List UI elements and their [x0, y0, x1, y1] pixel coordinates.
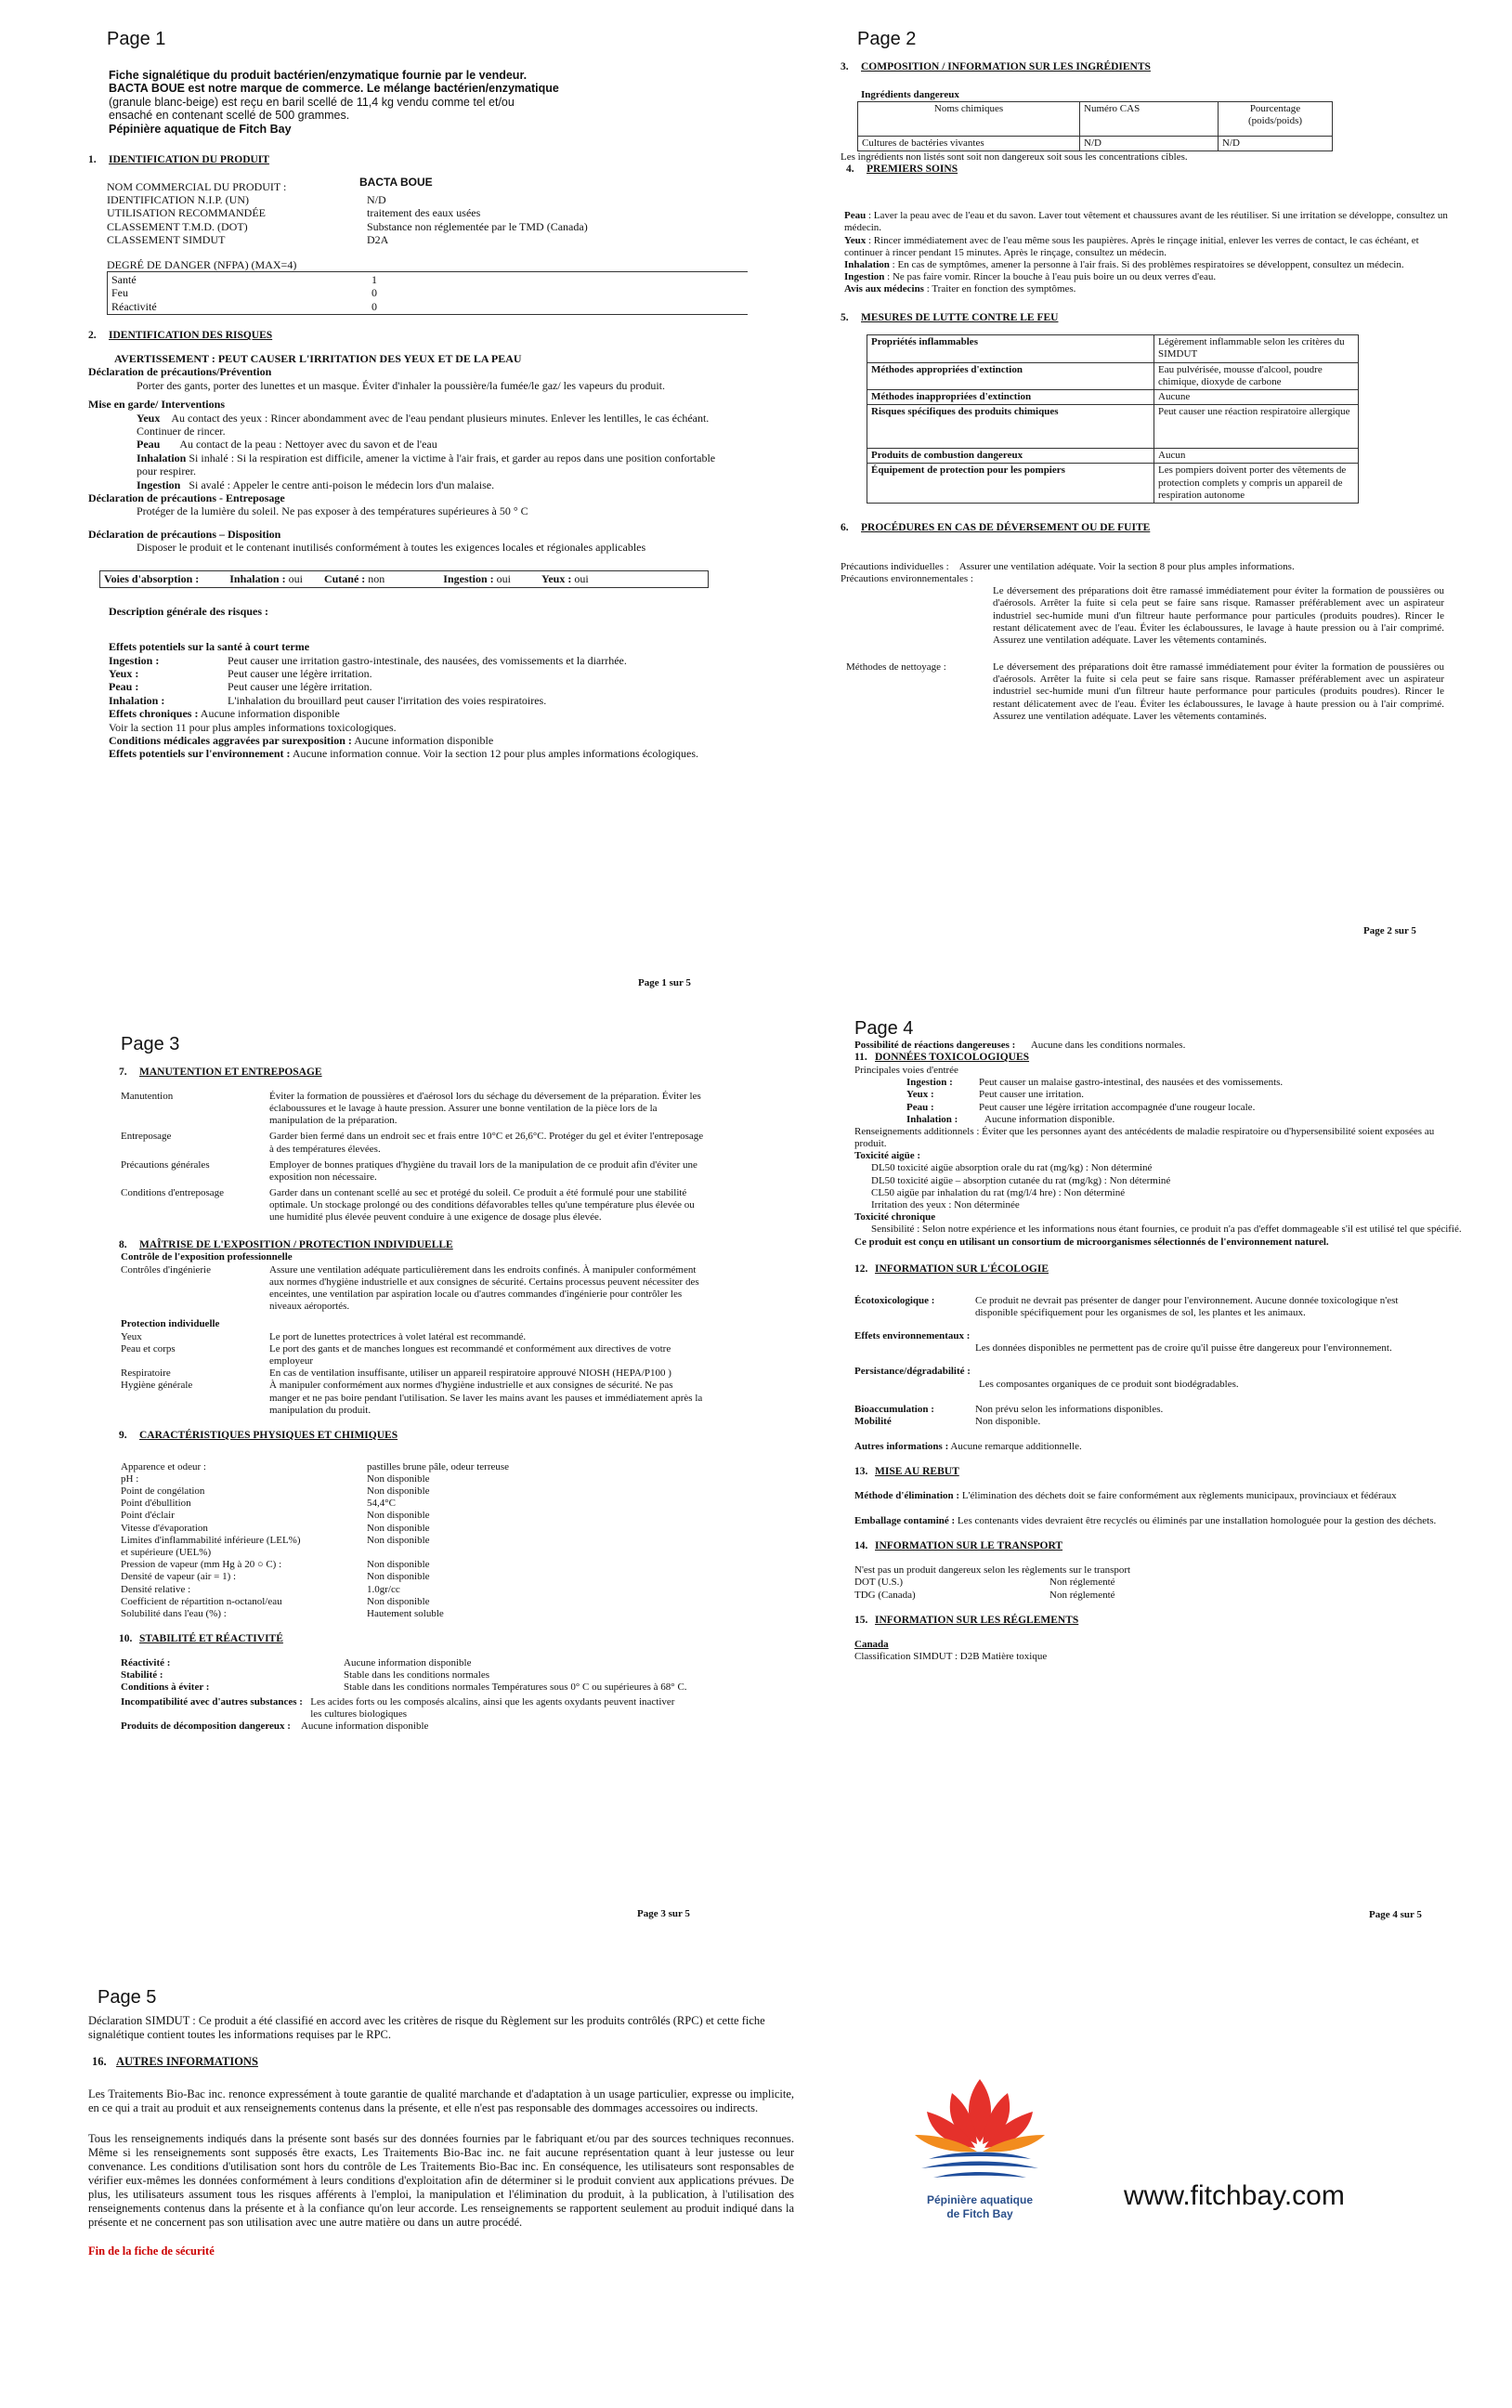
disclaimer-paragraph: Les Traitements Bio-Bac inc. renonce expressément à toute garantie de qualité marchande et d'adaptation à un usage particulier, expresse ou implicite, en ce qui a trait au produit et aux renseignements contenus dans la présente, et elle n'est pas responsable des dommages accessoires ou indirects.: [88, 2087, 794, 2114]
text-field: IDENTIFICATION DU PRODUIT: [109, 153, 269, 165]
effect-text: Peut causer une irritation gastro-intestinale, des nausées, des vomissements et la diarrhée.: [228, 653, 627, 667]
text-field: Avis aux médecins: [844, 283, 924, 295]
health-effects: [109, 640, 731, 761]
intervention-text: Si avalé : Appeler le centre anti-poison le médecin lors d'un malaise.: [189, 478, 495, 491]
protection-title: Protection individuelle: [121, 1318, 220, 1330]
route-text: Peut causer une irritation.: [979, 1089, 1085, 1101]
fire-value: Les pompiers doivent porter des vêtements de protection complets y compris un appareil de respiration autonome: [1154, 464, 1359, 504]
stability-value: Stable dans les conditions normales: [344, 1669, 490, 1682]
text-field: TDG (Canada): [854, 1589, 916, 1601]
text-field: PROCÉDURES EN CAS DE DÉVERSEMENT OU DE FUITE: [861, 521, 1151, 533]
nfpa-title: DEGRÉ DE DANGER (NFPA) (MAX=4): [107, 257, 297, 271]
text-field: 6.: [841, 521, 849, 533]
ingredients-title: Ingrédients dangereux: [861, 88, 959, 100]
text-field: Contrôles d'ingénierie: [121, 1263, 211, 1276]
warning-statement: AVERTISSEMENT : PEUT CAUSER L'IRRITATION DES YEUX ET DE LA PEAU: [114, 351, 522, 365]
text-field: Mobilité: [854, 1415, 892, 1427]
interventions-title: Mise en garde/ Interventions: [88, 398, 225, 412]
text-field: 12.: [854, 1263, 868, 1275]
field-label: CLASSEMENT SIMDUT: [107, 233, 226, 247]
first-aid-text: : Ne pas faire vomir. Rincer la bouche à l'eau puis boire un ou deux verres d'eau.: [884, 271, 1217, 283]
handling-list: [121, 1091, 715, 1224]
text-field: Yeux: [121, 1330, 142, 1342]
text-field: Point d'ébullition: [121, 1498, 191, 1510]
text-field: Effets potentiels sur l'environnement :: [109, 747, 291, 761]
fire-table: [867, 334, 1359, 504]
stability-value: Aucune information disponible: [344, 1656, 472, 1669]
text-field: MISE AU REBUT: [875, 1466, 959, 1478]
text-field: 3.: [841, 61, 849, 72]
acute-toxicity-item: CL50 aigüe par inhalation du rat (mg/l/4 hre) : Non déterminé: [871, 1186, 1126, 1198]
text-field: 1.: [88, 153, 97, 165]
text-field: COMPOSITION / INFORMATION SUR LES INGRÉDIENTS: [861, 61, 1151, 72]
nfpa-label: Santé: [111, 273, 137, 287]
intro-line: ensaché en contenant scellé de 500 grammes.: [109, 109, 350, 123]
nfpa-label: Feu: [111, 286, 128, 300]
other-info-text: Aucune remarque additionnelle.: [950, 1441, 1082, 1453]
section-6-title: [841, 522, 1491, 535]
text-field: 10.: [119, 1633, 133, 1645]
fire-label: Méthodes appropriées d'extinction: [867, 362, 1154, 389]
section-12-title: [854, 1263, 1497, 1276]
text-field: 13.: [854, 1466, 868, 1478]
acute-toxicity-item: DL50 toxicité aigüe – absorption cutanée du rat (mg/kg) : Non déterminé: [871, 1174, 1171, 1186]
text-field: Conditions à éviter :: [121, 1682, 210, 1694]
effect-text: Peut causer une légère irritation.: [228, 680, 372, 694]
stability-list: [121, 1657, 724, 1733]
fire-label: Équipement de protection pour les pompiers: [867, 464, 1154, 504]
text-field: Limites d'inflammabilité inférieure (LEL%) et supérieure (UEL%): [121, 1534, 301, 1559]
text-field: Coefficient de répartition n-octanol/eau: [121, 1595, 282, 1607]
protection-text: Le port des gants et de manches longues est recommandé et conformément aux directives de votre employeur: [269, 1342, 671, 1367]
text-field: 15.: [854, 1614, 868, 1626]
text-field: Densité relative :: [121, 1583, 191, 1595]
logo-text: Pépinière aquatique: [926, 2193, 1034, 2207]
text-field: Vitesse d'évaporation: [121, 1522, 208, 1534]
text-field: Solubilité dans l'eau (%) :: [121, 1607, 227, 1619]
page-label: Page 1: [107, 29, 166, 49]
property-value: Non disponible: [367, 1522, 430, 1534]
text-field: IDENTIFICATION DES RISQUES: [109, 330, 273, 342]
page-footer: Page 2 sur 5: [1363, 925, 1416, 936]
text-field: oui: [496, 572, 511, 586]
route-text: Aucune information disponible.: [984, 1113, 1115, 1125]
field-value: Substance non réglementée par le TMD (Canada): [367, 219, 588, 233]
route-text: Peut causer une légère irritation accompagnée d'une rougeur locale.: [979, 1101, 1256, 1113]
stability-value: Stable dans les conditions normales Températures sous 0° C ou supérieures à 68° C.: [344, 1682, 687, 1694]
env-effects-label: Effets environnementaux :: [854, 1329, 971, 1341]
transport-value: Non réglementé: [1049, 1577, 1115, 1589]
ingredients-table: [857, 101, 1333, 151]
property-value: 1.0gr/cc: [367, 1583, 400, 1595]
fire-label: Méthodes inappropriées d'extinction: [867, 390, 1154, 405]
product-id-list: [107, 175, 748, 316]
text-field: Inhalation: [844, 258, 890, 270]
text-field: Peau et corps: [121, 1342, 176, 1354]
consortium-statement: Ce produit est conçu en utilisant un consortium de microorganismes sélectionnés de l'environnement naturel.: [854, 1236, 1329, 1248]
text-field: 14.: [854, 1540, 868, 1552]
text-field: Ingestion: [844, 271, 885, 283]
end-of-sheet: Fin de la fiche de sécurité: [88, 2244, 215, 2258]
intervention-text: Au contact de la peau : Nettoyer avec du savon et de l'eau: [179, 438, 437, 452]
text-field: INFORMATION SUR LE TRANSPORT: [875, 1540, 1063, 1552]
text-field: Yeux :: [906, 1089, 934, 1101]
intro-line: Fiche signalétique du produit bactérien/enzymatique fournie par le vendeur.: [109, 69, 528, 82]
see-section-11: Voir la section 11 pour plus amples informations toxicologiques.: [109, 720, 397, 734]
text-field: Pression de vapeur (mm Hg à 20 ○ C) :: [121, 1559, 282, 1571]
ecology-block: [854, 1295, 1458, 1454]
text-field: Yeux: [844, 234, 867, 246]
text-field: Conditions médicales aggravées par surexposition :: [109, 733, 352, 747]
text-field: Point d'éclair: [121, 1510, 175, 1522]
handling-text: Garder bien fermé dans un endroit sec et frais entre 10°C et 26,6°C. Protéger du gel et éviter l'entreposage à des températures élevées.: [269, 1131, 704, 1155]
intro-line: BACTA BOUE est notre marque de commerce. Le mélange bactérien/enzymatique: [109, 82, 559, 96]
text-field: DOT (U.S.): [854, 1577, 904, 1589]
field-label: IDENTIFICATION N.I.P. (UN): [107, 193, 249, 207]
page-1: [88, 28, 748, 1003]
fire-value: Aucun: [1154, 449, 1359, 464]
physical-properties: [121, 1461, 715, 1620]
text-field: INFORMATION SUR LES RÉGLEMENTS: [875, 1614, 1079, 1626]
field-value: N/D: [367, 193, 386, 207]
text-field: oui: [574, 572, 589, 586]
text-field: Produits de décomposition dangereux :: [121, 1720, 291, 1732]
text-field: Bioaccumulation :: [854, 1403, 934, 1415]
exposure-control: [121, 1251, 715, 1416]
protection-text: À manipuler conformément aux normes d'hygiène industrielle et aux consignes de sécurité. Ne pas manger et ne pas boire pendant l'utilisation. Se laver les mains avant les pauses et immédiatement après la manipulation du produit.: [269, 1380, 703, 1416]
section-8-title: [119, 1239, 743, 1252]
disposal-text: Disposer le produit et le contenant inutilisés conformément à toutes les exigences locales et régionales applicables: [137, 541, 646, 555]
text-field: Cutané :: [323, 572, 366, 586]
text-field: Ingestion :: [906, 1077, 953, 1089]
additional-info: Renseignements additionnels : Éviter que les personnes ayant des antécédents de maladie respiratoire ou d'hypersensibilité soient exposées au produit.: [854, 1125, 1435, 1150]
effects-title: Effets potentiels sur la santé à court terme: [109, 640, 310, 654]
text-field: Aucune information disponible: [200, 707, 340, 721]
text-field: Peau: [137, 438, 161, 452]
route-text: Peut causer un malaise gastro-intestinal, des nausées et des vomissements.: [979, 1077, 1284, 1089]
text-field: PREMIERS SOINS: [867, 164, 958, 176]
product-intro: [109, 69, 748, 136]
text-field: Écotoxicologique :: [854, 1294, 935, 1306]
website-link[interactable]: www.fitchbay.com: [1124, 2180, 1345, 2211]
text-field: Yeux :: [109, 667, 139, 681]
first-aid-text: : En cas de symptômes, amener la personne à l'air frais. Si des problèmes respiratoires se développent, consultez un médecin.: [889, 258, 1404, 270]
cleaning-label: Méthodes de nettoyage :: [846, 661, 946, 674]
handling-text: Garder dans un contenant scellé au sec et protégé du soleil. Ce produit a été formulé pour une stabilité optimale. Un stockage prolongé ou des conditions défavorables telles qu'une température plus élevée ou une humidité plus élevée peuvent conduire à une exigence de dosage plus élevée.: [269, 1187, 695, 1224]
table-header: Numéro CAS: [1080, 101, 1219, 136]
routes-title: Principales voies d'entrée: [854, 1064, 958, 1076]
text-field: 5.: [841, 312, 849, 324]
effect-text: Peut causer une légère irritation.: [228, 667, 372, 681]
text-field: INFORMATION SUR L'ÉCOLOGIE: [875, 1263, 1049, 1275]
text-field: Hygiène générale: [121, 1380, 193, 1392]
text-field: AUTRES INFORMATIONS: [116, 2055, 258, 2068]
fire-value: Légèrement inflammable selon les critères du SIMDUT: [1154, 335, 1359, 362]
prevention-text: Porter des gants, porter des lunettes et un masque. Éviter d'inhaler la poussière/la fumée/le gaz/ les vapeurs du produit.: [137, 378, 665, 392]
table-header: Noms chimiques: [858, 101, 1080, 136]
text-field: Yeux: [137, 411, 161, 425]
nfpa-box: [107, 271, 748, 315]
logo-text: de Fitch Bay: [946, 2206, 1013, 2220]
fire-value: Eau pulvérisée, mousse d'alcool, poudre chimique, dioxyde de carbone: [1154, 362, 1359, 389]
field-value: D2A: [367, 233, 389, 247]
absorption-routes-box: [99, 570, 709, 587]
text-field: 2.: [88, 330, 97, 342]
field-value: traitement des eaux usées: [367, 206, 481, 220]
text-field: Ingestion: [137, 478, 181, 491]
protection-text: Le port de lunettes protectrices à volet latéral est recommandé.: [269, 1330, 527, 1342]
packaging-text: Les contenants vides devraient être recyclés ou éliminés par une installation homologuée pour la gestion des déchets.: [957, 1515, 1437, 1527]
text-field: CARACTÉRISTIQUES PHYSIQUES ET CHIMIQUES: [139, 1429, 398, 1441]
text-field: MESURES DE LUTTE CONTRE LE FEU: [861, 312, 1059, 324]
text-field: Ingestion :: [443, 572, 494, 586]
bioaccumulation-text: Non prévu selon les informations disponibles.: [975, 1403, 1164, 1415]
prevention-title: Déclaration de précautions/Prévention: [88, 365, 272, 379]
persistence-label: Persistance/dégradabilité :: [854, 1366, 971, 1378]
env-precautions-label: Précautions environnementales :: [841, 572, 973, 584]
text-field: Précautions générales: [121, 1158, 210, 1171]
text-field: Précautions individuelles :: [841, 560, 949, 572]
text-field: Voies d'absorption :: [104, 572, 200, 586]
elimination-text: L'élimination des déchets doit se faire conformément aux règlements municipaux, provinciaux et fédéraux: [961, 1490, 1397, 1502]
text-field: 8.: [119, 1238, 127, 1250]
section-14-title: [854, 1540, 1497, 1553]
intro-line: Pépinière aquatique de Fitch Bay: [109, 122, 292, 136]
property-value: 54,4°C: [367, 1498, 396, 1510]
hazardous-reactions-value: Aucune dans les conditions normales.: [1030, 1040, 1186, 1051]
env-precautions-text: Le déversement des préparations doit être ramassé immédiatement pour éviter la formation de poussières ou d'aérosols. Arrêter la fuite si cela peut se faire sans risque. Ramasser préférablement avec un aspirateur industriel sec-humide muni d'un filtreur haute performance pour particules (produits poudres). Rincer le restant délicatement avec de l'eau. Éviter les éclaboussures, le lavage à haute pression ou à l'air comprimé. Assurez une ventilation adéquate. Laver les vêtements contaminés.: [993, 585, 1444, 646]
property-value: Non disponible: [367, 1472, 430, 1485]
section-10-title: [119, 1633, 743, 1646]
disposal-block: [854, 1490, 1458, 1527]
storage-text: Protéger de la lumière du soleil. Ne pas exposer à des températures supérieures à 50 ° C: [137, 504, 528, 518]
page-footer: Page 4 sur 5: [1369, 1909, 1422, 1920]
mobility-text: Non disponible.: [975, 1415, 1041, 1427]
section-13-title: [854, 1466, 1497, 1479]
fire-value: Aucune: [1154, 390, 1359, 405]
simdut-declaration: Déclaration SIMDUT : Ce produit a été classifié en accord avec les critères de risque du Règlement sur les produits contrôlés (RPC) et cette fiche signalétique contient toutes les informations requises par le RPC.: [88, 2014, 765, 2041]
env-effects-text: Les données disponibles ne permettent pas de croire qu'il puisse être dangereux pour l'environnement.: [975, 1342, 1392, 1354]
text-field: Réactivité :: [121, 1656, 171, 1669]
disclaimer-paragraph: Tous les renseignements indiqués dans la présente sont basés sur des données fournies par le fabriquant et/ou par des sources techniques reconnues. Même si les renseignements sont supposés être exacts, Les Traitements Bio-Bac inc. ne fait aucune représentation quant à leur justesse ou leur convenance. Les conditions d'utilisation sont hors du contrôle de Les Traitements Bio-Bac inc. En conséquence, les utilisateurs sont responsables de vérifier eux-mêmes les données conformément à leurs conditions d'exploitation afin de déterminer si le produit convient aux applications prévues. De plus, les utilisateurs assument tous les risques afférents à l'emploi, la manipulation et l'élimination du produit, à la publication, à l'utilisation des renseignements contenus dans la présente et à la confiance qu'on leur accorde. Les renseignements se rapportent seulement au produit indiqué dans la présente et ne concernent pas son utilisation avec une autre matière ou dans un autre procédé.: [88, 2132, 794, 2229]
text-field: Inhalation :: [229, 572, 286, 586]
property-value: Non disponible: [367, 1534, 430, 1546]
page-label: Page 4: [854, 1018, 914, 1039]
section-11-title: DONNÉES TOXICOLOGIQUES: [875, 1052, 1030, 1064]
text-field: MAÎTRISE DE L'EXPOSITION / PROTECTION INDIVIDUELLE: [139, 1238, 453, 1250]
text-field: Yeux :: [541, 572, 572, 586]
nfpa-value: 0: [371, 299, 377, 313]
individual-precautions: Assurer une ventilation adéquate. Voir la section 8 pour plus amples informations.: [958, 560, 1295, 572]
text-field: 16.: [92, 2055, 107, 2068]
exposure-control-title: Contrôle de l'exposition professionnelle: [121, 1251, 293, 1263]
section-7-title: [119, 1067, 743, 1080]
page-5: [88, 1986, 1481, 2395]
text-field: Méthode d'élimination :: [854, 1490, 960, 1502]
toxicology-block: [854, 1040, 1467, 1249]
section-5-title: [841, 312, 1491, 325]
text-field: Effets chroniques :: [109, 707, 199, 721]
acute-toxicity-item: Irritation des yeux : Non déterminée: [871, 1199, 1020, 1211]
transport-block: [854, 1564, 1497, 1602]
text-field: Inhalation :: [109, 693, 165, 707]
page-label: Page 2: [857, 29, 917, 49]
text-field: 4.: [846, 164, 854, 176]
text-field: 11.: [854, 1052, 867, 1064]
intervention-text: Si inhalé : Si la respiration est difficile, amener la victime à l'air frais, et garder au repos dans une position confortable pour respirer.: [137, 451, 716, 478]
transport-intro: N'est pas un produit dangereux selon les règlements sur le transport: [854, 1564, 1131, 1577]
property-value: Non disponible: [367, 1571, 430, 1583]
page-2: [841, 28, 1491, 957]
text-field: MANUTENTION ET ENTREPOSAGE: [139, 1067, 322, 1078]
effect-text: L'inhalation du brouillard peut causer l'irritation des voies respiratoires.: [228, 693, 547, 707]
first-aid-text: : Rincer immédiatement avec de l'eau même sous les paupières. Après le rinçage initial, enlever les verres de contact, le cas échéant, et continuer à rincer pendant 15 minutes. Après le rinçage, consultez un médecin.: [844, 234, 1419, 258]
property-value: Non disponible: [367, 1485, 430, 1498]
ecotox-text: Ce produit ne devrait pas présenter de danger pour l'environnement. Aucune donnée toxicologique n'est disponible spécifiquement pour les organismes de sol, les plantes et les animaux.: [975, 1294, 1399, 1318]
field-label: NOM COMMERCIAL DU PRODUIT :: [107, 179, 287, 193]
text-field: Emballage contaminé :: [854, 1515, 956, 1527]
interventions-list: [137, 412, 731, 491]
section-1-title: [88, 154, 748, 167]
acute-toxicity-title: Toxicité aigüe :: [854, 1150, 921, 1162]
page-footer: Page 1 sur 5: [638, 977, 691, 988]
text-field: non: [368, 572, 385, 586]
fire-label: Produits de combustion dangereux: [867, 449, 1154, 464]
text-field: Point de congélation: [121, 1485, 205, 1498]
text-field: Peau: [844, 210, 867, 222]
intervention-text: Au contact des yeux : Rincer abondamment avec de l'eau pendant plusieurs minutes. Enlever les lentilles, le cas échéant. Continuer de rincer.: [137, 411, 710, 438]
text-field: Entreposage: [121, 1131, 172, 1143]
canada-label: Canada: [854, 1638, 889, 1650]
table-cell: N/D: [1080, 136, 1219, 150]
cleaning-text: Le déversement des préparations doit être ramassé immédiatement pour éviter la formation de poussières ou d'aérosols. Arrêter la fuite si cela peut se faire sans risque. Ramasser préférablement avec un aspirateur industriel sec-humide muni d'un filtreur haute performance pour particules (produits poudres). Rincer le restant délicatement avec de l'eau. Éviter les éclaboussures, le lavage à haute pression ou à l'air comprimé. Assurez une ventilation adéquate. Laver les vêtements contaminés.: [993, 661, 1444, 722]
text-field: Respiratoire: [121, 1368, 171, 1380]
regulations-block: [854, 1639, 1497, 1663]
text-field: Ingestion :: [109, 653, 160, 667]
first-aid-text: : Traiter en fonction des symptômes.: [923, 283, 1076, 295]
lotus-icon: [901, 2070, 1059, 2191]
page-label: Page 5: [98, 1987, 157, 2008]
chronic-toxicity-text: Sensibilité : Selon notre expérience et les informations nous étant fournies, ce produit n'a pas d'effet dommageable s'il est utilisé tel que spécifié.: [871, 1224, 1462, 1236]
text-field: Aucune information disponible: [354, 733, 494, 747]
fire-label: Propriétés inflammables: [867, 335, 1154, 362]
simdut-class: Classification SIMDUT : D2B Matière toxique: [854, 1650, 1048, 1662]
transport-value: Non réglementé: [1049, 1589, 1115, 1601]
table-cell: Cultures de bactéries vivantes: [858, 136, 1080, 150]
text-field: Incompatibilité avec d'autres substances :: [121, 1695, 303, 1708]
fire-value: Peut causer une réaction respiratoire allergique: [1154, 405, 1359, 449]
ingredients-note: Les ingrédients non listés sont soit non dangereux soit sous les concentrations cibles.: [841, 151, 1188, 164]
section-16-title: [92, 2055, 1481, 2069]
property-value: Non disponible: [367, 1510, 430, 1522]
text-field: pH :: [121, 1472, 139, 1485]
first-aid-list: [844, 210, 1448, 295]
storage-title: Déclaration de précautions - Entreposage: [88, 491, 285, 504]
engineering-text: Assure une ventilation adéquate particulièrement dans les endroits confinés. À manipuler conformément aux normes d'hygiène industrielle et aux consignes de sécurité. Certains processus peuvent nécessiter des enceintes, une ventilation par aspiration locale ou d'autres commandes d'ingénierie pour contrôler les niveaux aéroportés.: [269, 1263, 699, 1313]
field-label: UTILISATION RECOMMANDÉE: [107, 206, 266, 220]
page-4: [847, 1017, 1497, 1946]
property-value: Non disponible: [367, 1559, 430, 1571]
fitch-bay-logo: [901, 2070, 1059, 2237]
disposal-title: Déclaration de précautions – Disposition: [88, 527, 281, 541]
text-field: Inhalation: [137, 451, 187, 465]
risk-description-title: Description générale des risques :: [109, 604, 268, 618]
section-15-title: [854, 1615, 1497, 1628]
text-field: Aucune information connue. Voir la section 12 pour plus amples informations écologiques.: [292, 747, 699, 761]
table-cell: N/D: [1219, 136, 1333, 150]
text-field: Peau :: [109, 680, 139, 694]
text-field: Densité de vapeur (air = 1) :: [121, 1571, 237, 1583]
nfpa-value: 0: [371, 286, 377, 300]
property-value: pastilles brune pâle, odeur terreuse: [367, 1460, 510, 1472]
acute-toxicity-item: DL50 toxicité aigüe absorption orale du rat (mg/kg) : Non déterminé: [871, 1162, 1153, 1174]
field-label: CLASSEMENT T.M.D. (DOT): [107, 219, 248, 233]
incompatibility-value: Les acides forts ou les composés alcalins, ainsi que les agents oxydants peuvent inactiver les cultures biologiques: [310, 1695, 675, 1720]
text-field: Peau :: [906, 1101, 934, 1113]
chronic-toxicity-title: Toxicité chronique: [854, 1211, 936, 1224]
text-field: Autres informations :: [854, 1441, 949, 1453]
property-value: Hautement soluble: [367, 1607, 444, 1619]
page-3: [102, 1033, 743, 1962]
text-field: oui: [288, 572, 303, 586]
protection-text: En cas de ventilation insuffisante, utiliser un appareil respiratoire approuvé NIOSH (HEPA/P100 ): [269, 1368, 671, 1380]
text-field: Inhalation :: [906, 1113, 958, 1125]
first-aid-text: : Laver la peau avec de l'eau et du savon. Laver tout vêtement et chaussures avant de les réutiliser. Si une irritation se développe, consultez un médecin.: [844, 210, 1448, 234]
text-field: Apparence et odeur :: [121, 1460, 206, 1472]
text-field: Possibilité de réactions dangereuses :: [854, 1040, 1016, 1051]
section-9-title: [119, 1430, 743, 1443]
section-2-title: [88, 330, 748, 343]
text-field: 9.: [119, 1429, 127, 1441]
section-3-title: [841, 61, 1491, 74]
handling-text: Employer de bonnes pratiques d'hygiène du travail lors de la manipulation de ce produit afin d'éviter une exposition non nécessaire.: [269, 1158, 697, 1183]
spill-block: [841, 561, 1491, 723]
nfpa-label: Réactivité: [111, 299, 157, 313]
table-header: Pourcentage (poids/poids): [1219, 101, 1333, 136]
property-value: Non disponible: [367, 1595, 430, 1607]
page-label: Page 3: [121, 1034, 180, 1054]
page-footer: Page 3 sur 5: [637, 1908, 690, 1919]
field-value: BACTA BOUE: [359, 175, 433, 189]
section-4-title: [841, 164, 1491, 177]
text-field: STABILITÉ ET RÉACTIVITÉ: [139, 1633, 283, 1645]
handling-text: Éviter la formation de poussières et d'aérosol lors du séchage du déversement de la préparation. Éviter les éclaboussures et le lavage à haute pression. Assurer une bonne ventilation de la pièce lors de la manipulation de la préparation.: [269, 1090, 701, 1127]
persistence-text: Les composantes organiques de ce produit sont biodégradables.: [979, 1378, 1239, 1390]
text-field: Conditions d'entreposage: [121, 1187, 225, 1199]
text-field: Stabilité :: [121, 1669, 163, 1682]
decomposition-value: Aucune information disponible: [300, 1720, 429, 1732]
intro-line: (granule blanc-beige) est reçu en baril scellé de 11,4 kg vendu comme tel et/ou: [109, 95, 515, 109]
nfpa-value: 1: [371, 273, 377, 287]
text-field: Manutention: [121, 1090, 174, 1102]
text-field: 7.: [119, 1067, 127, 1078]
fire-label: Risques spécifiques des produits chimiques: [867, 405, 1154, 449]
